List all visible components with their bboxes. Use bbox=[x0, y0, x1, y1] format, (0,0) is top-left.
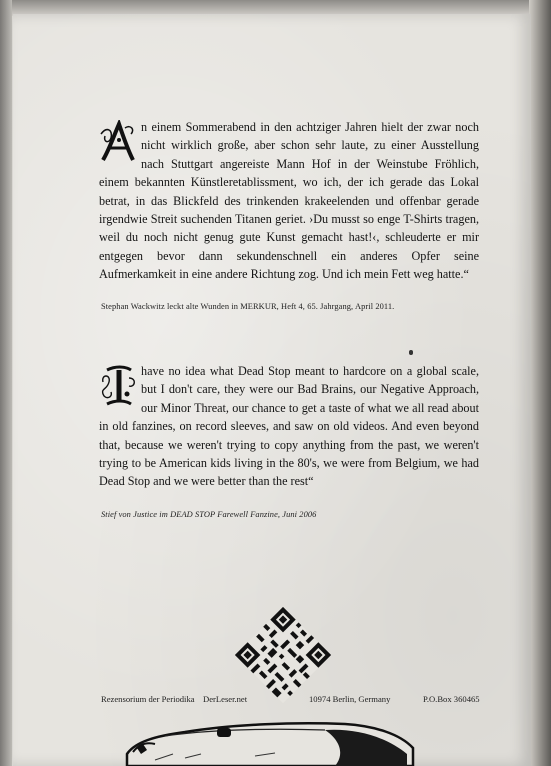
footer-website: DerLeser.net bbox=[203, 694, 248, 704]
quote-german-caption: Stephan Wackwitz leckt alte Wunden in MERKUR, Heft 4, 65. Jahrgang, April 2011. bbox=[101, 302, 395, 311]
footer-pobox: P.O.Box 360465 bbox=[423, 694, 480, 704]
quote-english-caption: Stief von Justice im DEAD STOP Farewell Fanzine, Juni 2006 bbox=[101, 510, 317, 519]
magazine-page bbox=[13, 14, 531, 766]
quote-english-text: have no idea what Dead Stop meant to hardcore on a global scale, but I don't care, they were our Bad Brains, our Negative Approach, our Minor Threat, our chance to get a taste of what we all read about in old fanzines, on record sleeves, and saw on old videos. And even beyond that, because we weren't trying to copy anything from the past, we weren't trying to be American kids living in the 80's, we were from Belgium, we had Dead Stop and we were better than the rest“ bbox=[99, 364, 479, 489]
quote-german-text: n einem Sommerabend in den achtziger Jahren hielt der zwar noch nicht wirklich große, aber schon sehr laute, zu einer Ausstellung nach Stuttgart angereiste Mann Hof in der Weinstube Fröhlich, einem bekannten Künstleretablissment, wo ich, der ich gerade das Lokal betrat, in das Blickfeld des trinkenden krakeelenden und offenbar gerade irgendwie Streit suchenden Titanen geriet. ›Du musst so enge T-Shirts tragen, weil du noch nicht genug gute Kunst gemacht hast!‹, schleuderte er mir entgegen bevor dann sekundenschnell ein anderes Opfer seine Aufmerkamkeit in eine andere Richtung zog. Und ich mein Fett weg hatte.“ bbox=[99, 120, 479, 282]
footer-publisher: Rezensorium der Periodika bbox=[101, 694, 195, 704]
footer-address: 10974 Berlin, Germany bbox=[309, 694, 391, 704]
quote-german bbox=[99, 118, 479, 284]
paper-speck bbox=[409, 350, 413, 355]
sketch-illustration bbox=[125, 714, 415, 766]
scan-shadow-right bbox=[529, 0, 551, 766]
ornamental-initial-a-icon bbox=[99, 120, 137, 164]
ornamental-initial-i-icon bbox=[99, 364, 137, 408]
scan-shadow-left bbox=[0, 0, 12, 766]
quote-english bbox=[99, 362, 479, 491]
qr-code-icon bbox=[235, 607, 331, 703]
